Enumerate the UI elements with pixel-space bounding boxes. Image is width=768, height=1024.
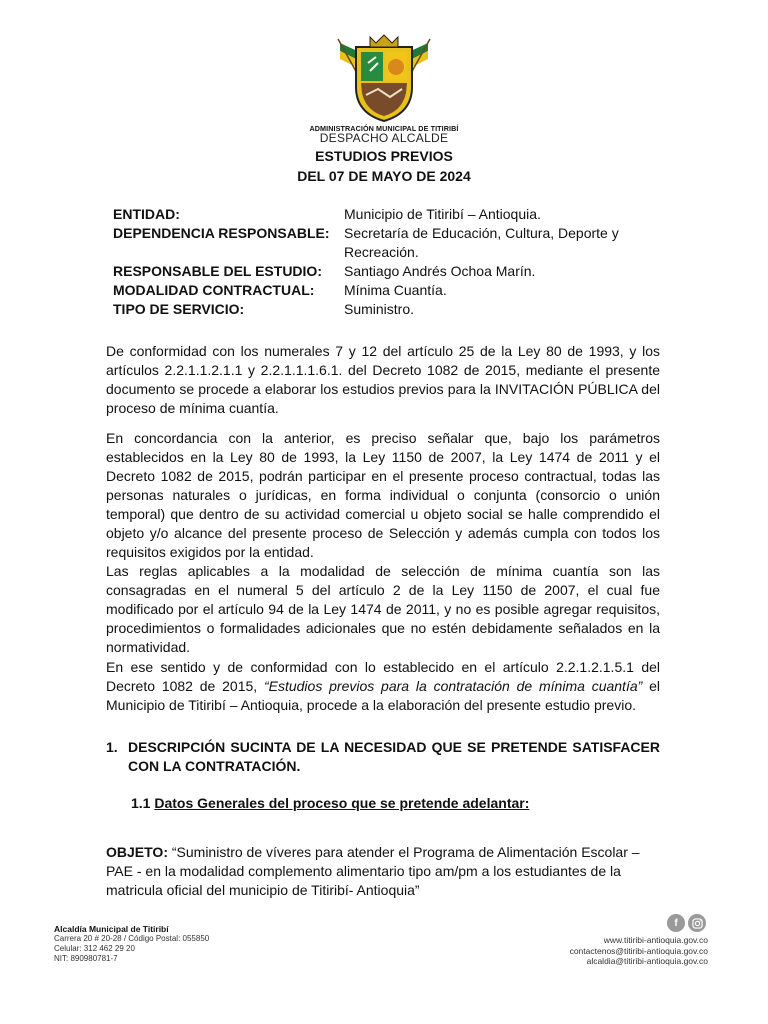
paragraph-procedure-part-a: En ese sentido y de conformidad con lo establecido en el artículo 2.2.1.2.1.5.1 del Decreto 1082 de 2015, xyxy=(106,659,660,694)
despacho-alcalde: DESPACHO ALCALDE xyxy=(319,131,449,145)
footer-email-contact[interactable]: contactenos@titiribi-antioquia.gov.co xyxy=(569,945,708,956)
section-1-heading xyxy=(106,738,660,776)
info-value: Suministro. xyxy=(344,301,415,317)
coat-of-arms-logo xyxy=(326,33,442,125)
footer-entity-name: Alcaldía Municipal de Titiribí xyxy=(54,924,169,934)
objeto-text: “Suministro de víveres para atender el Programa de Alimentación Escolar – PAE - en la modalidad complemento alimentario tipo am/pm a los estudiantes de la matricula oficial del municipio de Titiribí- Antioquia” xyxy=(106,844,640,898)
instagram-glyph-icon xyxy=(692,918,703,929)
footer-phone: Celular: 312 462 29 20 xyxy=(54,944,135,953)
info-row-responsable xyxy=(113,262,633,281)
section-number: 1. xyxy=(106,739,118,755)
paragraph-legal-basis: De conformidad con los numerales 7 y 12 del artículo 25 de la Ley 80 de 1993, y los artículos 2.2.1.1.2.1.1 y 2.2.1.1.1.6.1. del Decreto 1082 de 2015, mediante el presente documento se procede a elaborar los estudios previos para la INVITACIÓN PÚBLICA del proceso de mínima cuantía. xyxy=(106,343,660,416)
paragraph-procedure-quote: “Estudios previos para la contratación de mínima cuantía” xyxy=(263,678,643,694)
footer-email-alcaldia[interactable]: alcaldia@titiribi-antioquia.gov.co xyxy=(586,956,708,966)
info-label: ENTIDAD: xyxy=(113,206,180,222)
info-label: MODALIDAD CONTRACTUAL: xyxy=(113,282,315,298)
footer-web-block xyxy=(570,935,708,967)
info-label: TIPO DE SERVICIO: xyxy=(113,301,245,317)
subsection-title: Datos Generales del proceso que se pretende adelantar: xyxy=(154,795,530,811)
document-title: ESTUDIOS PREVIOS xyxy=(315,148,453,164)
info-value: Santiago Andrés Ochoa Marín. xyxy=(344,263,536,279)
footer-nit: NIT: 890980781-7 xyxy=(54,954,118,963)
administration-line: ADMINISTRACIÓN MUNICIPAL DE TITIRIBÍ xyxy=(309,124,459,133)
info-row-entidad xyxy=(113,205,633,224)
info-row-modalidad xyxy=(113,281,633,300)
paragraph-procedure xyxy=(106,658,660,715)
info-row-dependencia xyxy=(113,224,633,262)
info-table xyxy=(113,205,633,319)
info-value: Secretaría de Educación, Cultura, Deporte y Recreación. xyxy=(344,225,619,260)
section-title: DESCRIPCIÓN SUCINTA DE LA NECESIDAD QUE SE PRETENDE SATISFACER CON LA CONTRATACIÓN. xyxy=(128,739,660,774)
paragraph-procedure-part-b: el Municipio de Titiribí – Antioquia, procede a la elaboración del presente estudio previo. xyxy=(106,678,660,713)
info-label: RESPONSABLE DEL ESTUDIO: xyxy=(113,263,322,279)
footer-website-link[interactable]: www.titiribi-antioquia.gov.co xyxy=(603,935,708,945)
document-date: DEL 07 DE MAYO DE 2024 xyxy=(297,168,471,184)
instagram-icon[interactable] xyxy=(688,914,706,932)
paragraph-participants: En concordancia con la anterior, es preciso señalar que, bajo los parámetros establecidos en la Ley 80 de 1993, la Ley 1150 de 2007, la Ley 1474 de 2011 y el Decreto 1082 de 2015, podrán participar en el presente proceso contractual, todas las personas naturales o jurídicas, en forma individual o conjunta (consorcio o unión temporal) que dentro de su actividad comercial u objeto social se halle comprendido el objeto y/o alcance del presente proceso de Selección y además cumpla con todos los requisitos exigidos por la entidad. xyxy=(106,430,660,560)
footer-contact-block xyxy=(54,924,209,964)
info-label: DEPENDENCIA RESPONSABLE: xyxy=(113,225,330,241)
crown-icon xyxy=(370,35,398,47)
subsection-number: 1.1 xyxy=(131,795,151,811)
facebook-icon[interactable]: f xyxy=(667,914,685,932)
section-1-1-heading xyxy=(131,795,529,811)
info-row-tipo xyxy=(113,300,633,319)
info-value: Municipio de Titiribí – Antioquia. xyxy=(344,206,541,222)
objeto-label: OBJETO: xyxy=(106,844,168,860)
footer-address: Carrera 20 # 20-28 / Código Postal: 055850 xyxy=(54,934,210,943)
paragraph-rules: Las reglas aplicables a la modalidad de selección de mínima cuantía son las consagradas en el numeral 5 del artículo 2 de la Ley 1150 de 2007, el cual fue modificado por el artículo 94 de la Ley 1474 de 2011, y no es posible agregar requisitos, procedimientos o formalidades adicionales que no estén debidamente señalados en la normatividad. xyxy=(106,563,660,655)
info-value: Mínima Cuantía. xyxy=(344,282,447,298)
objeto-paragraph xyxy=(106,843,660,900)
